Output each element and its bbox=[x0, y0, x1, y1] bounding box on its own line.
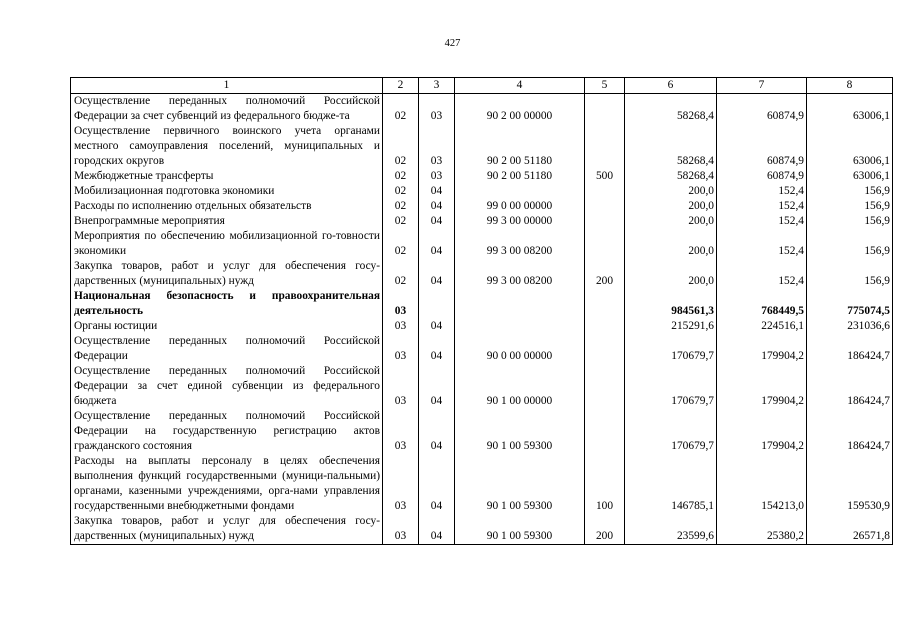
expense-type-cell: 500 bbox=[585, 169, 625, 184]
expense-type-cell bbox=[585, 364, 625, 409]
row-name-cell: Осуществление переданных полномочий Российской Федерации за счет субвенций из федерального бюдже-та bbox=[71, 94, 383, 125]
column-header: 2 bbox=[383, 78, 419, 94]
target-article-cell: 90 1 00 59300 bbox=[455, 514, 585, 545]
row-name-cell: Осуществление первичного воинского учета органами местного самоуправления поселений, муниципальных и городских округов bbox=[71, 124, 383, 169]
amount-col7-cell: 152,4 bbox=[717, 229, 807, 259]
amount-col7-cell: 152,4 bbox=[717, 184, 807, 199]
amount-col8-cell: 186424,7 bbox=[807, 334, 893, 364]
subsection-code-cell: 04 bbox=[419, 334, 455, 364]
row-name-cell: Мероприятия по обеспечению мобилизационной го-товности экономики bbox=[71, 229, 383, 259]
row-name-cell: Межбюджетные трансферты bbox=[71, 169, 383, 184]
column-header: 4 bbox=[455, 78, 585, 94]
amount-col8-cell: 156,9 bbox=[807, 199, 893, 214]
table-row bbox=[71, 259, 893, 289]
amount-col7-cell: 60874,9 bbox=[717, 94, 807, 125]
amount-col8-cell: 63006,1 bbox=[807, 124, 893, 169]
amount-col6-cell: 58268,4 bbox=[625, 169, 717, 184]
target-article-cell: 90 1 00 00000 bbox=[455, 364, 585, 409]
amount-col6-cell: 200,0 bbox=[625, 259, 717, 289]
amount-col8-cell: 63006,1 bbox=[807, 169, 893, 184]
amount-col8-cell: 186424,7 bbox=[807, 409, 893, 454]
expense-type-cell bbox=[585, 229, 625, 259]
expense-type-cell bbox=[585, 184, 625, 199]
subsection-code-cell: 03 bbox=[419, 94, 455, 125]
amount-col7-cell: 60874,9 bbox=[717, 169, 807, 184]
amount-col8-cell: 26571,8 bbox=[807, 514, 893, 545]
subsection-code-cell: 04 bbox=[419, 409, 455, 454]
subsection-code-cell: 03 bbox=[419, 124, 455, 169]
table-row bbox=[71, 184, 893, 199]
amount-col8-cell: 156,9 bbox=[807, 259, 893, 289]
expense-type-cell bbox=[585, 319, 625, 334]
subsection-code-cell: 04 bbox=[419, 184, 455, 199]
amount-col7-cell: 152,4 bbox=[717, 214, 807, 229]
subsection-code-cell: 04 bbox=[419, 199, 455, 214]
amount-col7-cell: 179904,2 bbox=[717, 409, 807, 454]
subsection-code-cell: 04 bbox=[419, 454, 455, 514]
target-article-cell: 99 3 00 08200 bbox=[455, 259, 585, 289]
amount-col8-cell: 63006,1 bbox=[807, 94, 893, 125]
expense-type-cell: 100 bbox=[585, 454, 625, 514]
section-code-cell: 03 bbox=[383, 454, 419, 514]
subsection-code-cell bbox=[419, 289, 455, 319]
amount-col6-cell: 215291,6 bbox=[625, 319, 717, 334]
section-code-cell: 03 bbox=[383, 319, 419, 334]
section-code-cell: 02 bbox=[383, 229, 419, 259]
expense-type-cell bbox=[585, 214, 625, 229]
budget-table bbox=[70, 77, 893, 545]
expense-type-cell bbox=[585, 94, 625, 125]
target-article-cell: 90 0 00 00000 bbox=[455, 334, 585, 364]
amount-col6-cell: 200,0 bbox=[625, 184, 717, 199]
amount-col8-cell: 159530,9 bbox=[807, 454, 893, 514]
row-name-cell: Национальная безопасность и правоохранительная деятельность bbox=[71, 289, 383, 319]
amount-col6-cell: 58268,4 bbox=[625, 94, 717, 125]
amount-col6-cell: 170679,7 bbox=[625, 334, 717, 364]
section-code-cell: 02 bbox=[383, 199, 419, 214]
table-row bbox=[71, 214, 893, 229]
subsection-code-cell: 04 bbox=[419, 259, 455, 289]
subsection-code-cell: 04 bbox=[419, 214, 455, 229]
section-code-cell: 02 bbox=[383, 259, 419, 289]
amount-col6-cell: 170679,7 bbox=[625, 364, 717, 409]
table-row bbox=[71, 289, 893, 319]
amount-col6-cell: 200,0 bbox=[625, 229, 717, 259]
row-name-cell: Осуществление переданных полномочий Российской Федерации bbox=[71, 334, 383, 364]
amount-col8-cell: 231036,6 bbox=[807, 319, 893, 334]
amount-col7-cell: 25380,2 bbox=[717, 514, 807, 545]
section-code-cell: 03 bbox=[383, 364, 419, 409]
amount-col7-cell: 179904,2 bbox=[717, 334, 807, 364]
column-header: 5 bbox=[585, 78, 625, 94]
expense-type-cell bbox=[585, 124, 625, 169]
target-article-cell bbox=[455, 184, 585, 199]
target-article-cell bbox=[455, 319, 585, 334]
amount-col7-cell: 224516,1 bbox=[717, 319, 807, 334]
amount-col6-cell: 984561,3 bbox=[625, 289, 717, 319]
subsection-code-cell: 04 bbox=[419, 364, 455, 409]
column-header: 3 bbox=[419, 78, 455, 94]
target-article-cell: 90 2 00 51180 bbox=[455, 169, 585, 184]
table-row bbox=[71, 364, 893, 409]
column-header: 1 bbox=[71, 78, 383, 94]
table-row bbox=[71, 334, 893, 364]
table-row bbox=[71, 229, 893, 259]
column-header: 7 bbox=[717, 78, 807, 94]
target-article-cell: 99 3 00 08200 bbox=[455, 229, 585, 259]
row-name-cell: Осуществление переданных полномочий Российской Федерации за счет единой субвенции из федерального бюджета bbox=[71, 364, 383, 409]
table-header-row bbox=[71, 78, 893, 94]
section-code-cell: 02 bbox=[383, 184, 419, 199]
table-body bbox=[71, 94, 893, 545]
amount-col6-cell: 146785,1 bbox=[625, 454, 717, 514]
section-code-cell: 02 bbox=[383, 169, 419, 184]
expense-type-cell bbox=[585, 409, 625, 454]
amount-col7-cell: 179904,2 bbox=[717, 364, 807, 409]
table-row bbox=[71, 319, 893, 334]
expense-type-cell bbox=[585, 334, 625, 364]
section-code-cell: 03 bbox=[383, 409, 419, 454]
amount-col8-cell: 156,9 bbox=[807, 184, 893, 199]
row-name-cell: Расходы по исполнению отдельных обязательств bbox=[71, 199, 383, 214]
page-number: 427 bbox=[444, 38, 461, 49]
table-row bbox=[71, 514, 893, 545]
expense-type-cell: 200 bbox=[585, 514, 625, 545]
section-code-cell: 03 bbox=[383, 334, 419, 364]
amount-col7-cell: 60874,9 bbox=[717, 124, 807, 169]
table-row bbox=[71, 409, 893, 454]
amount-col8-cell: 156,9 bbox=[807, 214, 893, 229]
row-name-cell: Внепрограммные мероприятия bbox=[71, 214, 383, 229]
row-name-cell: Расходы на выплаты персоналу в целях обеспечения выполнения функций государственными (муници-пальными) органами, казенными учреждениями, орга-нами управления государственными внебюджетными фондами bbox=[71, 454, 383, 514]
table-row bbox=[71, 169, 893, 184]
table-row bbox=[71, 94, 893, 125]
row-name-cell: Закупка товаров, работ и услуг для обеспечения госу-дарственных (муниципальных) нужд bbox=[71, 259, 383, 289]
amount-col6-cell: 170679,7 bbox=[625, 409, 717, 454]
amount-col7-cell: 768449,5 bbox=[717, 289, 807, 319]
target-article-cell: 90 1 00 59300 bbox=[455, 454, 585, 514]
target-article-cell: 90 1 00 59300 bbox=[455, 409, 585, 454]
expense-type-cell: 200 bbox=[585, 259, 625, 289]
table-row bbox=[71, 199, 893, 214]
section-code-cell: 02 bbox=[383, 94, 419, 125]
amount-col8-cell: 186424,7 bbox=[807, 364, 893, 409]
subsection-code-cell: 04 bbox=[419, 229, 455, 259]
row-name-cell: Закупка товаров, работ и услуг для обеспечения госу-дарственных (муниципальных) нужд bbox=[71, 514, 383, 545]
table-row bbox=[71, 124, 893, 169]
section-code-cell: 03 bbox=[383, 289, 419, 319]
amount-col7-cell: 152,4 bbox=[717, 259, 807, 289]
target-article-cell: 90 2 00 51180 bbox=[455, 124, 585, 169]
target-article-cell bbox=[455, 289, 585, 319]
row-name-cell: Осуществление переданных полномочий Российской Федерации на государственную регистрацию актов гражданского состояния bbox=[71, 409, 383, 454]
table-row bbox=[71, 454, 893, 514]
target-article-cell: 99 0 00 00000 bbox=[455, 199, 585, 214]
amount-col8-cell: 775074,5 bbox=[807, 289, 893, 319]
section-code-cell: 02 bbox=[383, 124, 419, 169]
row-name-cell: Органы юстиции bbox=[71, 319, 383, 334]
subsection-code-cell: 04 bbox=[419, 319, 455, 334]
section-code-cell: 02 bbox=[383, 214, 419, 229]
target-article-cell: 99 3 00 00000 bbox=[455, 214, 585, 229]
amount-col6-cell: 200,0 bbox=[625, 199, 717, 214]
expense-type-cell bbox=[585, 289, 625, 319]
column-header: 8 bbox=[807, 78, 893, 94]
target-article-cell: 90 2 00 00000 bbox=[455, 94, 585, 125]
amount-col7-cell: 154213,0 bbox=[717, 454, 807, 514]
amount-col6-cell: 200,0 bbox=[625, 214, 717, 229]
amount-col8-cell: 156,9 bbox=[807, 229, 893, 259]
row-name-cell: Мобилизационная подготовка экономики bbox=[71, 184, 383, 199]
subsection-code-cell: 04 bbox=[419, 514, 455, 545]
amount-col7-cell: 152,4 bbox=[717, 199, 807, 214]
expense-type-cell bbox=[585, 199, 625, 214]
amount-col6-cell: 23599,6 bbox=[625, 514, 717, 545]
section-code-cell: 03 bbox=[383, 514, 419, 545]
subsection-code-cell: 03 bbox=[419, 169, 455, 184]
amount-col6-cell: 58268,4 bbox=[625, 124, 717, 169]
column-header: 6 bbox=[625, 78, 717, 94]
